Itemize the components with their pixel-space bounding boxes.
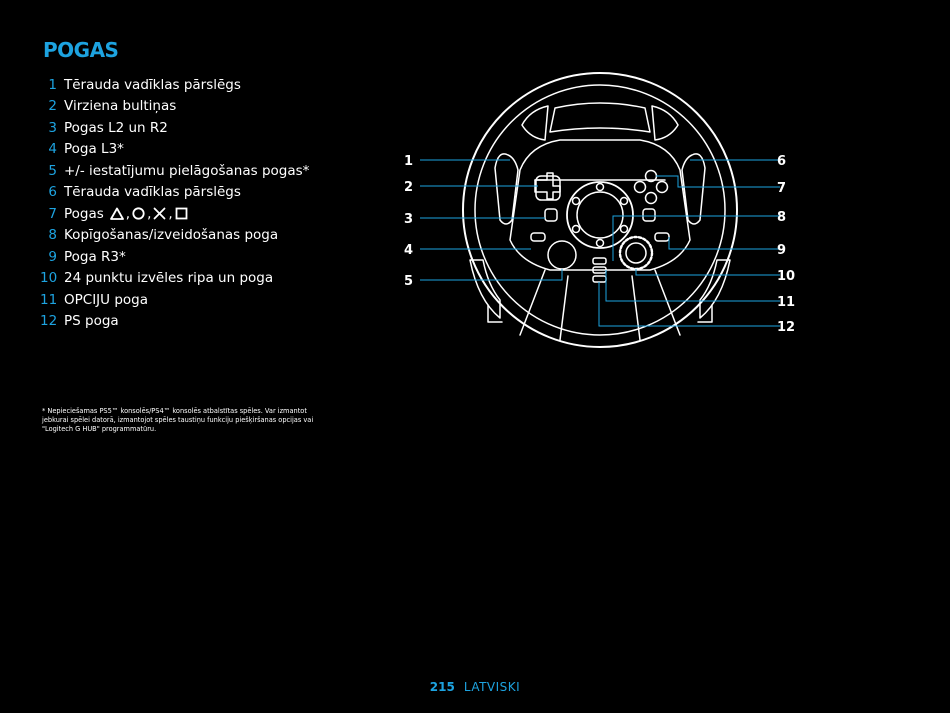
footnote: * Nepieciešamas PS5™ konsolēs/PS4™ konsolēs atbalstītas spēles. Var izmantot jebkurai spēlei datorā, izmantojot spēles taustiņu funkciju piešķiršanas opcijas vai "Logitech G HUB" programmatūru.	[42, 407, 314, 433]
callout-8: 8	[777, 210, 787, 225]
page-title: POGAS	[43, 38, 119, 62]
item-label: Tērauda vadīklas pārslēgs	[64, 76, 241, 93]
page-footer	[0, 680, 950, 694]
item-label: PS poga	[64, 313, 119, 330]
callout-3: 3	[404, 212, 414, 227]
page-number: 215	[429, 680, 455, 694]
callout-4: 4	[404, 243, 414, 258]
item-label: Tērauda vadīklas pārslēgs	[64, 184, 241, 201]
callout-7: 7	[777, 181, 787, 196]
face-button-symbols: , , ,	[108, 206, 190, 222]
callout-10: 10	[777, 269, 796, 284]
callout-6: 6	[777, 154, 787, 169]
item-label: Pogas L2 un R2	[64, 119, 168, 136]
item-label: OPCIJU poga	[64, 291, 148, 308]
item-number: 4	[48, 141, 57, 158]
item-number: 12	[40, 313, 58, 330]
callout-5: 5	[404, 274, 414, 289]
item-label: Kopīgošanas/izveidošanas poga	[64, 227, 279, 244]
item-number: 3	[48, 119, 57, 136]
item-number: 6	[48, 184, 57, 201]
item-number: 7	[48, 205, 57, 222]
item-label: +/- iestatījumu pielāgošanas pogas*	[64, 162, 310, 179]
item-label: Pogas	[64, 205, 104, 222]
item-number: 2	[48, 98, 57, 115]
item-number: 8	[48, 227, 57, 244]
item-label: Virziena bultiņas	[64, 98, 177, 115]
callout-1: 1	[404, 154, 414, 169]
item-label: 24 punktu izvēles ripa un poga	[64, 270, 274, 287]
callout-lines	[420, 160, 780, 326]
callout-11: 11	[777, 295, 796, 310]
item-number: 9	[48, 248, 57, 265]
item-label: Poga R3*	[64, 248, 126, 265]
callout-2: 2	[404, 180, 414, 195]
item-number: 10	[40, 270, 58, 287]
callout-9: 9	[777, 243, 787, 258]
item-number: 11	[40, 291, 58, 308]
item-number: 1	[48, 76, 57, 93]
language-label: LATVISKI	[463, 680, 521, 694]
callout-12: 12	[777, 320, 796, 335]
item-number: 5	[48, 162, 57, 179]
steering-wheel-illustration	[463, 73, 737, 347]
item-label: Poga L3*	[64, 141, 124, 158]
